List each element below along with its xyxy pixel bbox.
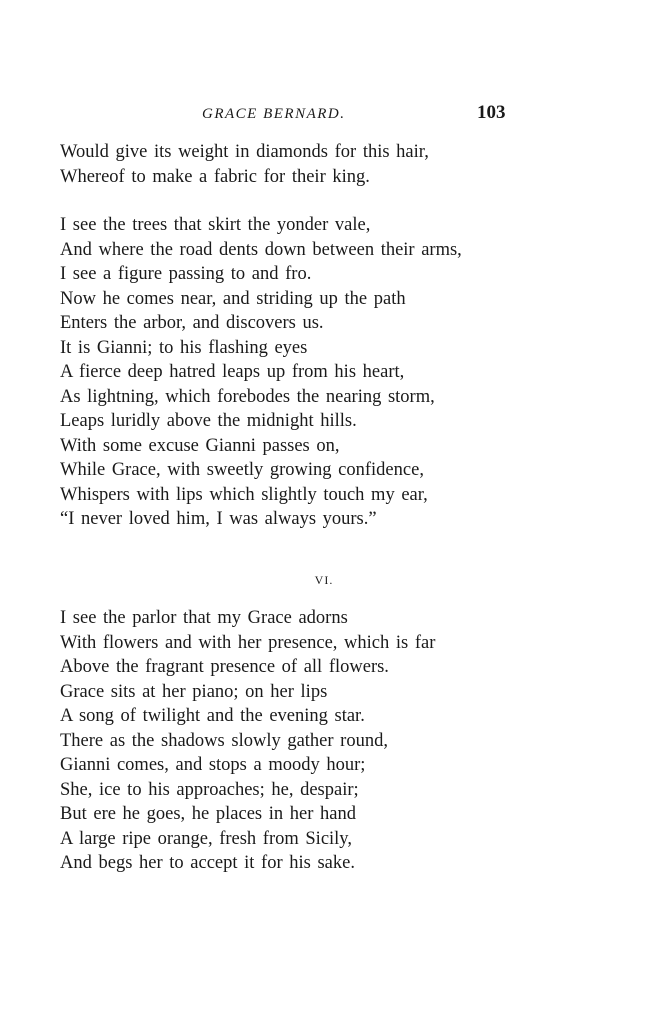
stanza-2 [60,213,462,532]
section-heading: VI. [314,573,334,587]
poem-line: I see the parlor that my Grace adorns [60,608,348,628]
poem-line: While Grace, with sweetly growing confidence, [60,460,424,480]
stanza-1 [60,140,429,189]
poem-line: She, ice to his approaches; he, despair; [60,779,359,800]
poem-line: Grace sits at her piano; on her lips [60,681,328,702]
poem-line: Whereof to make a fabric for their king. [60,166,370,187]
poem-line: With flowers and with her presence, which is far [60,632,436,653]
poem-line: Gianni comes, and stops a moody hour; [60,755,366,775]
running-title: GRACE BERNARD. [202,106,346,122]
poem-line: A large ripe orange, fresh from Sicily, [60,828,352,849]
poem-line: And begs her to accept it for his sake. [60,853,355,873]
poem-line: But ere he goes, he places in her hand [60,804,356,824]
poem-line: A song of twilight and the evening star. [60,706,365,726]
stanza-3 [60,606,435,876]
poem-line: Would give its weight in diamonds for this hair, [60,142,429,162]
poem-line: And where the road dents down between their arms, [60,239,462,260]
poem-line: Enters the arbor, and discovers us. [60,313,324,333]
poem-line: With some excuse Gianni passes on, [60,435,340,456]
poem-line: Leaps luridly above the midnight hills. [60,411,357,431]
page-number: 103 [477,102,506,123]
poem-line: “I never loved him, I was always yours.” [60,509,377,529]
poem-line: Now he comes near, and striding up the path [60,288,406,309]
poem-line: There as the shadows slowly gather round, [60,730,388,751]
poem-line: As lightning, which forebodes the nearing storm, [60,386,435,407]
poem-line: Whispers with lips which slightly touch my ear, [60,484,428,505]
poem-line: I see a figure passing to and fro. [60,264,312,284]
poem-line: Above the fragrant presence of all flowers. [60,657,389,677]
poem-line: A fierce deep hatred leaps up from his heart, [60,362,405,382]
running-head [0,102,648,130]
poem-line: It is Gianni; to his flashing eyes [60,337,308,358]
poem-line: I see the trees that skirt the yonder vale, [60,215,371,235]
